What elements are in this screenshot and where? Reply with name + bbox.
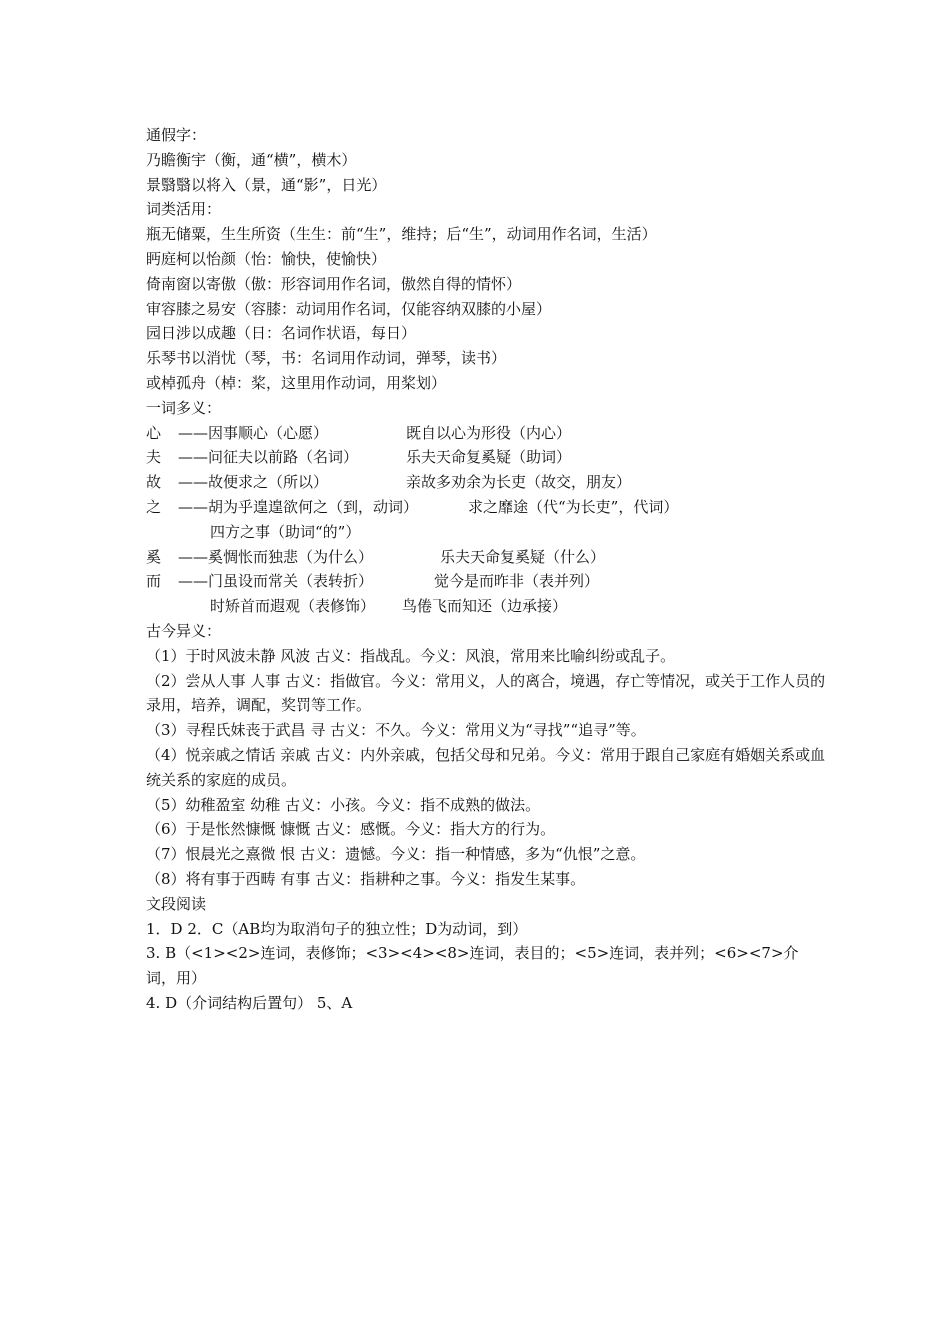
yici-row: [146, 569, 826, 594]
yici-sense-b: 求之靡途（代“为长吏”，代词）: [468, 497, 679, 516]
yici-sense-a: ——故便求之（所以）: [178, 473, 329, 492]
cilei-item: 审容膝之易安（容膝：动词用作名词，仅能容纳双膝的小屋）: [146, 299, 552, 318]
section-heading-cilei: 词类活用：: [146, 200, 222, 219]
section-heading-wenduan: 文段阅读: [146, 894, 207, 913]
yici-row-continued: [146, 520, 826, 545]
yici-char: 奚: [146, 547, 162, 566]
cilei-item: 倚南窗以寄傲（傲：形容词用作名词，傲然自得的情怀）: [146, 274, 522, 293]
yici-sense-b: 既自以心为形役（内心）: [406, 423, 572, 442]
wenduan-answer: 1．D 2．C（AB均为取消句子的独立性；D为动词，到）: [146, 919, 528, 938]
section-heading-tongjia: 通假字：: [146, 126, 207, 144]
gujin-item: （4）悦亲戚之情话 亲戚 古义：内外亲戚，包括父母和兄弟。今义：常用于跟自己家庭有婚姻关系或血统关系的家庭的成员。: [146, 745, 826, 789]
yici-sense-a: 四方之事（助词“的”）: [210, 522, 361, 541]
yici-sense-b: 亲故多劝余为长吏（故交，朋友）: [406, 473, 632, 492]
cilei-item: 或棹孤舟（棹：桨，这里用作动词，用桨划）: [146, 373, 447, 392]
gujin-item: （5）幼稚盈室 幼稚 古义：小孩。今义：指不成熟的做法。: [146, 795, 541, 814]
yici-row: [146, 445, 826, 470]
yici-sense-a: ——因事顺心（心愿）: [178, 423, 329, 442]
gujin-item: （2）尝从人事 人事 古义：指做官。今义：常用义，人的离合，境遇，存亡等情况，或关于工作人员的录用，培养，调配，奖罚等工作。: [146, 671, 826, 715]
yici-row: [146, 421, 826, 446]
gujin-item: （1）于时风波未静 风波 古义：指战乱。今义：风浪，常用来比喻纠纷或乱子。: [146, 646, 676, 665]
cilei-item: 瓶无储粟，生生所资（生生：前“生”，维持；后“生”，动词用作名词，生活）: [146, 225, 657, 244]
gujin-item: （3）寻程氏妹丧于武昌 寻 古义：不久。今义：常用义为“寻找”“追寻”等。: [146, 721, 646, 740]
yici-sense-b: 鸟倦飞而知还（边承接）: [402, 597, 568, 616]
yici-row: [146, 470, 826, 495]
yici-char: 夫: [146, 448, 162, 467]
cilei-item: 园日涉以成趣（日：名词作状语，每日）: [146, 324, 417, 343]
yici-char: 之: [146, 497, 162, 516]
yici-char: 心: [146, 423, 162, 442]
yici-sense-a: ——奚惆怅而独悲（为什么）: [178, 547, 374, 566]
yici-sense-b: 乐夫天命复奚疑（助词）: [406, 448, 572, 467]
gujin-item: （7）恨晨光之熹微 恨 古义：遗憾。今义：指一种情感，多为“仇恨”之意。: [146, 845, 646, 864]
yici-sense-a: ——胡为乎遑遑欲何之（到，动词）: [178, 497, 419, 516]
section-heading-gujin: 古今异义：: [146, 621, 222, 640]
section-heading-yici: 一词多义：: [146, 398, 222, 417]
yici-char: 故: [146, 473, 162, 492]
yici-sense-a: 时矫首而遐观（表修饰）: [210, 597, 376, 616]
cilei-item: 眄庭柯以怡颜（怡：愉快，使愉快）: [146, 249, 387, 268]
tongjia-item: 乃瞻衡宇（衡，通“横”，横木）: [146, 150, 357, 169]
gujin-item: （6）于是怅然慷慨 慷慨 古义：感慨。今义：指大方的行为。: [146, 820, 556, 839]
tongjia-item: 景翳翳以将入（景，通“影”，日光）: [146, 175, 387, 194]
yici-sense-b: 乐夫天命复奚疑（什么）: [440, 547, 606, 566]
yici-sense-a: ——门虽设而常关（表转折）: [178, 572, 374, 591]
wenduan-answer: 4. D（介词结构后置句） 5、A: [146, 993, 353, 1012]
document-page: [146, 123, 826, 1016]
yici-row: [146, 545, 826, 570]
cilei-item: 乐琴书以消忧（琴，书：名词用作动词，弹琴，读书）: [146, 349, 507, 368]
yici-row-continued: [146, 594, 826, 619]
yici-char: 而: [146, 572, 162, 591]
yici-sense-a: ——问征夫以前路（名词）: [178, 448, 359, 467]
gujin-item: （8）将有事于西畴 有事 古义：指耕种之事。今义：指发生某事。: [146, 869, 586, 888]
yici-sense-b: 觉今是而昨非（表并列）: [434, 572, 600, 591]
wenduan-answer: 3. B（<1><2>连词，表修饰；<3><4><8>连词，表目的；<5>连词，表并列；<6><7>介词，用）: [146, 944, 799, 988]
yici-row: [146, 495, 826, 520]
